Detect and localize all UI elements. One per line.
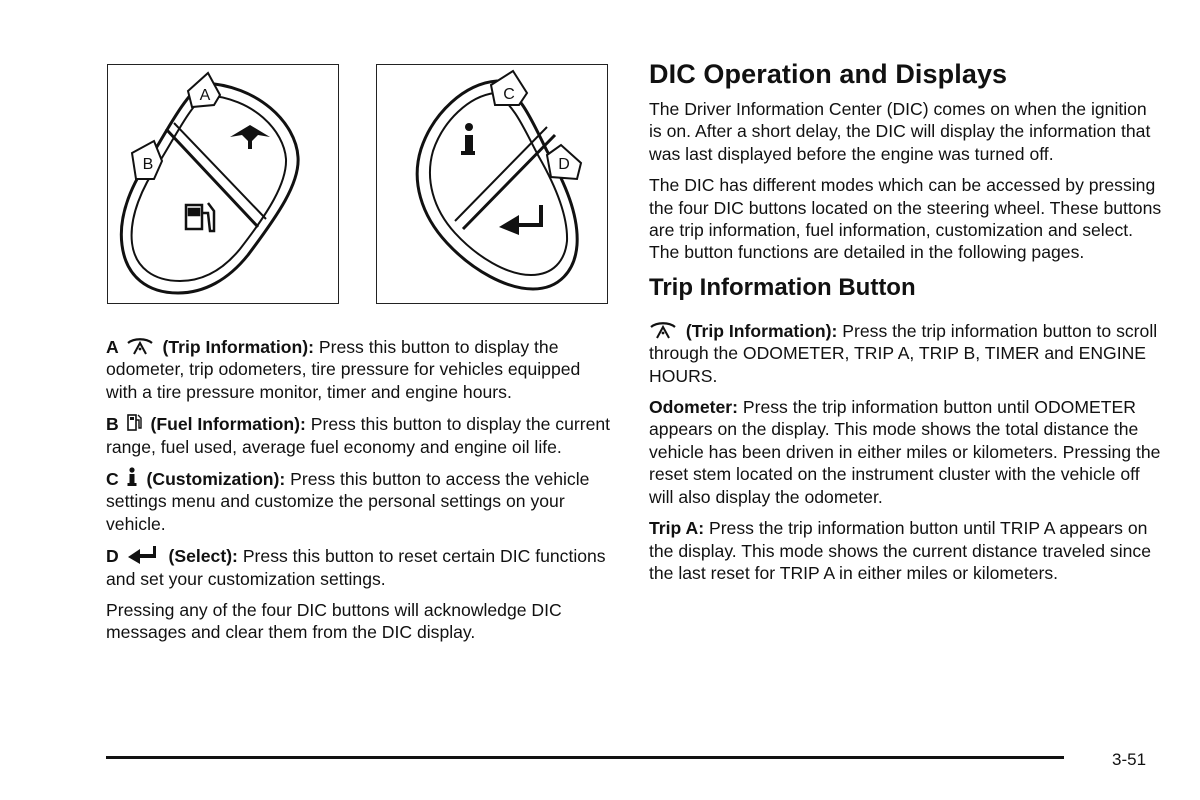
button-d-text: Press this button to reset certain DIC functions and set your customization settings. [106,546,606,589]
section-paragraph-2: The DIC has different modes which can be accessed by pressing the four DIC buttons located on the steering wheel. These buttons are trip information, fuel information, customization and select. The button functions are detailed in the following pages. [649,175,1162,263]
odometer-label: Odometer: [649,397,738,418]
select-enter-icon [499,205,543,235]
trip-a-label: Trip A: [649,518,705,539]
button-b-label: (Fuel Information): [150,414,306,435]
button-descriptions [106,336,616,653]
trip-a-text: Press the trip information button until TRIP A appears on the display. This mode shows the current distance traveled since the last reset for TRIP A in either miles or kilometers. [649,518,1152,583]
button-b-description [106,412,616,458]
trip-info-label: (Trip Information): [685,320,838,341]
trip-info-icon [126,337,154,355]
fuel-pump-icon [186,203,214,231]
select-enter-icon [126,544,160,564]
fuel-pump-icon [126,412,142,432]
section-title: DIC Operation and Displays [649,59,1008,89]
trip-info-text: Press the trip information button to scroll through the ODOMETER, TRIP A, TRIP B, TIMER and ENGINE HOURS. [649,320,1158,386]
button-a-description [106,336,616,403]
callout-c [491,71,527,105]
trip-info-icon [230,125,270,149]
odometer-paragraph [649,396,1164,508]
dic-section [649,58,1164,593]
callout-d [547,145,581,179]
info-i-icon [126,467,138,487]
left-button-diagram [108,65,340,305]
svg-text:B: B [142,156,154,173]
trip-info-icon [649,321,677,339]
footer-rule [106,756,1064,759]
trip-a-paragraph [649,517,1164,584]
button-c-text: Press this button to access the vehicle settings menu and customize the personal settings on your vehicle. [106,469,590,534]
right-button-diagram [377,65,609,305]
odometer-text: Press the trip information button until ODOMETER appears on the display. This mode shows the total distance the vehicle has been driven in either miles or kilometers. Pressing the reset stem located on the instrument cluster with the vehicle off will also display the odometer. [649,397,1161,507]
button-d-letter: D [106,546,119,567]
button-a-label: (Trip Information): [162,337,314,357]
button-b-text: Press this button to display the current range, fuel used, average fuel economy and engine oil life. [106,414,611,457]
page-number: 3-51 [1112,750,1147,769]
section-paragraph-1: The Driver Information Center (DIC) comes on when the ignition is on. After a short delay, the DIC will display the information that was last displayed before the engine was turned off. [649,99,1151,164]
svg-text:D: D [558,156,570,173]
callout-a [188,73,220,107]
info-i-icon [461,123,475,155]
button-c-letter: C [106,469,119,490]
left-closing-paragraph: Pressing any of the four DIC buttons will acknowledge DIC messages and clear them from the DIC display. [106,600,562,643]
button-d-description [106,544,616,590]
right-button-figure [376,64,608,304]
subsection-title: Trip Information Button [649,273,916,301]
button-d-label: (Select): [168,546,238,567]
trip-info-paragraph [649,320,1164,387]
left-button-figure [107,64,339,304]
button-a-letter: A [106,337,119,357]
svg-text:C: C [503,86,515,103]
button-c-description [106,467,616,535]
button-c-label: (Customization): [146,469,286,490]
button-b-letter: B [106,414,119,435]
svg-text:A: A [199,87,211,104]
button-a-text: Press this button to display the odometer, trip odometers, tire pressure for vehicles equipped with a tire pressure monitor, timer and engine hours. [106,337,581,402]
